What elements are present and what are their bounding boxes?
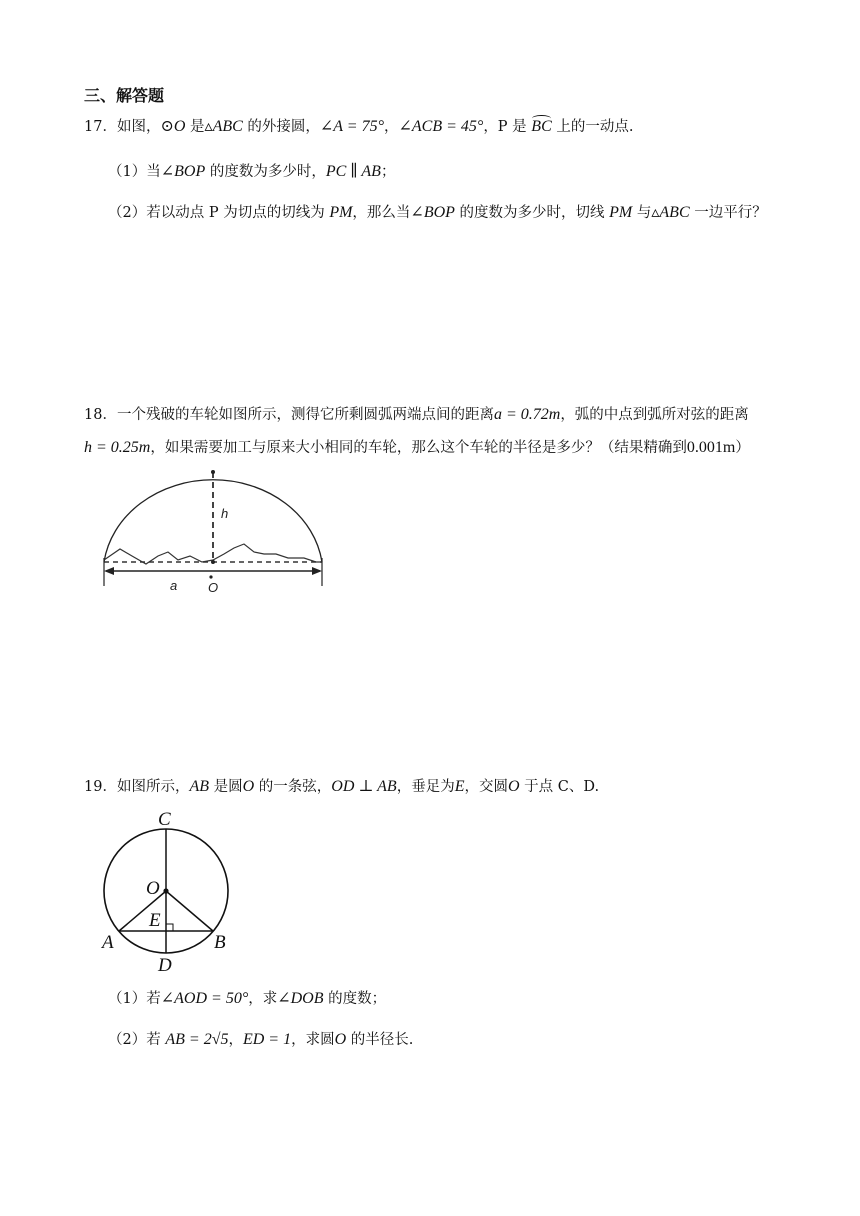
q19-o: O bbox=[242, 778, 255, 795]
q17-text: 是 bbox=[185, 119, 205, 135]
q18-text: ） bbox=[735, 440, 750, 456]
q17-text: 如图， bbox=[116, 119, 161, 135]
q19-text: 的一条弦， bbox=[254, 779, 332, 795]
q17-arc-bc: BC bbox=[531, 118, 552, 135]
q19-part1-text: 的度数； bbox=[323, 991, 387, 1007]
q17-text: ， bbox=[383, 119, 399, 135]
q17-part2-text: 与 bbox=[632, 205, 652, 221]
q17-part1-text: 的度数为多少时， bbox=[205, 164, 326, 180]
q19-part2-o: O bbox=[334, 1031, 347, 1048]
q18-chord-midpoint bbox=[211, 560, 215, 564]
q18-label-o: O bbox=[208, 580, 219, 595]
q18-stem-line2 bbox=[84, 438, 750, 458]
q18-precision: 0.001m bbox=[686, 439, 736, 456]
q18-text: 一个残破的车轮如图所示，测得它所剩圆弧两端点间的距离 bbox=[116, 407, 494, 423]
q19-part1-ask: ∠DOB bbox=[277, 990, 324, 1007]
q18-center-point bbox=[209, 575, 212, 578]
q17-part2-pm: PM bbox=[329, 204, 353, 221]
q17-angle-acb: ∠ACB = 45° bbox=[398, 118, 484, 135]
q17-text: 的外接圆， bbox=[242, 119, 320, 135]
q19-perp: OD ⊥ AB bbox=[331, 778, 397, 795]
q18-a-value: a = 0.72m bbox=[493, 406, 561, 423]
q17-part2-text: 的度数为多少时，切线 bbox=[454, 205, 610, 221]
q19-label-e: E bbox=[149, 910, 161, 931]
q17-part2-pm: PM bbox=[609, 204, 633, 221]
q19-text: 于点 C、D. bbox=[519, 779, 600, 795]
q17-circle: ⊙O bbox=[160, 118, 186, 135]
q19-stem bbox=[84, 777, 599, 797]
q18-text: ，弧的中点到弧所对弦的距离 bbox=[560, 407, 749, 423]
q19-text: 如图所示， bbox=[116, 779, 190, 795]
q19-label-c: C bbox=[158, 809, 171, 830]
q19-part1-text: ，求 bbox=[248, 991, 278, 1007]
q19-text: ，垂足为 bbox=[396, 779, 455, 795]
q19-part2-ab: AB = 2√5 bbox=[165, 1031, 229, 1048]
q17-part2 bbox=[108, 203, 767, 223]
q19-text: ，交圆 bbox=[464, 779, 508, 795]
q19-part2-text: （2）若 bbox=[108, 1032, 166, 1048]
q17-part1 bbox=[108, 162, 395, 182]
q17-angle-a: ∠A = 75° bbox=[319, 118, 384, 135]
q17-part2-text: 一边平行？ bbox=[689, 205, 767, 221]
q19-label-b: B bbox=[214, 932, 226, 953]
q19-part2-text: ，求圆 bbox=[291, 1032, 335, 1048]
q18-stem-line1 bbox=[84, 405, 749, 425]
q19-o: O bbox=[507, 778, 520, 795]
q18-text: ，如果需要加工与原来大小相同的车轮，那么这个车轮的半径是多少？（结果精确到 bbox=[150, 440, 687, 456]
q17-triangle: ▵ABC bbox=[204, 118, 243, 135]
q18-label-h: h bbox=[221, 506, 229, 521]
q19-part1-given: ∠AOD = 50° bbox=[160, 990, 249, 1007]
q17-part1-text: （1）当 bbox=[108, 164, 161, 180]
q18-arrow-right bbox=[312, 567, 322, 575]
q19-text: 是圆 bbox=[209, 779, 243, 795]
q18-top-point bbox=[211, 470, 215, 474]
q18-wheel-figure bbox=[98, 466, 328, 596]
q19-part1 bbox=[108, 989, 386, 1009]
q17-part1-angle: ∠BOP bbox=[160, 163, 206, 180]
q17-part1-relation: PC ∥ AB bbox=[325, 163, 381, 180]
section-title: 三、解答题 bbox=[84, 86, 165, 105]
q18-h-value: h = 0.25m bbox=[84, 439, 151, 456]
q19-part1-text: （1）若 bbox=[108, 991, 161, 1007]
q19-right-angle-mark bbox=[166, 924, 173, 931]
q19-circle-figure bbox=[96, 806, 246, 978]
q17-part1-text: ； bbox=[380, 164, 396, 180]
q19-part2-text: ， bbox=[228, 1032, 243, 1048]
q19-ab: AB bbox=[189, 778, 209, 795]
q19-label-a: A bbox=[102, 932, 114, 953]
q18-arrow-left bbox=[104, 567, 114, 575]
q19-center-point bbox=[163, 888, 168, 893]
q17-number: 17． bbox=[84, 119, 117, 135]
q17-part2-text: （2）若以动点 P 为切点的切线为 bbox=[108, 205, 330, 221]
q19-e: E bbox=[454, 778, 465, 795]
q18-number: 18． bbox=[84, 407, 117, 423]
q17-text: 上的一动点. bbox=[551, 119, 634, 135]
q17-part2-angle: ∠BOP bbox=[410, 204, 455, 221]
q19-label-o: O bbox=[146, 878, 160, 899]
q17-stem bbox=[84, 117, 633, 137]
q19-label-d: D bbox=[158, 955, 172, 976]
q17-text: ，P 是 bbox=[483, 119, 532, 135]
q19-part2 bbox=[108, 1030, 413, 1050]
q17-part2-text: ，那么当 bbox=[352, 205, 411, 221]
q19-number: 19． bbox=[84, 779, 117, 795]
q19-part2-ed: ED = 1 bbox=[242, 1031, 292, 1048]
q19-part2-text: 的半径长. bbox=[346, 1032, 414, 1048]
q18-label-a: a bbox=[170, 578, 178, 593]
q17-part2-triangle: ▵ABC bbox=[651, 204, 690, 221]
